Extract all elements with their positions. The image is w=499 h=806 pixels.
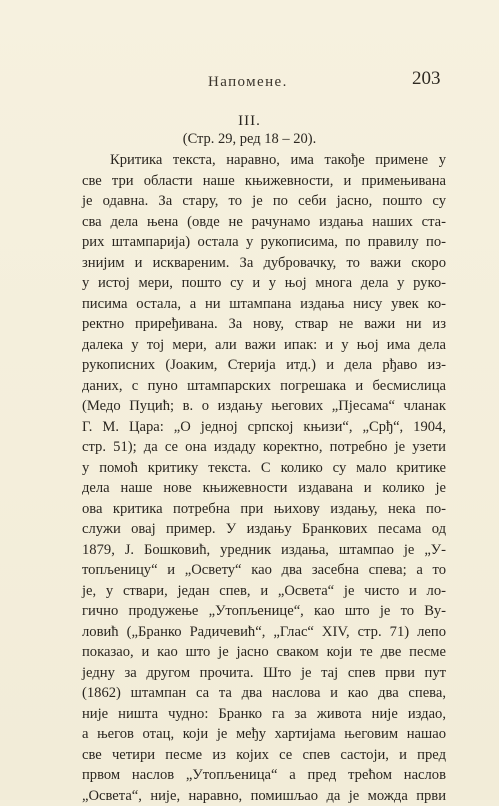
- text-line: Критика текста, наравно, има такође примене у: [82, 150, 446, 171]
- text-line: све четири песме из којих се спев састоји, и пред: [82, 745, 446, 766]
- text-line: даних, с пуно штампарских погрешака и бесмислица: [82, 376, 446, 397]
- section-reference: (Стр. 29, ред 18 – 20).: [0, 131, 499, 148]
- text-line: у истој мери, пошто су и у њој многа дела у руко-: [82, 273, 446, 294]
- running-title: Напомене.: [208, 74, 288, 91]
- text-line: првом наслов „Утопљеница“ а пред трећом наслов: [82, 765, 446, 786]
- text-line: „Освета“, није, наравно, помишљао да је можда први: [82, 786, 446, 806]
- text-line: (Медо Пуцић; в. о издању његових „Пјесама“ чланак: [82, 396, 446, 417]
- text-line: (1862) штампан са та два наслова и као два спева,: [82, 683, 446, 704]
- text-line: показао, и као што је јасно сваком који те две песме: [82, 642, 446, 663]
- text-line: у помоћ критику текста. С колико су мало критике: [82, 458, 446, 479]
- text-line: стр. 51); да се она издаду коректно, потребно је узети: [82, 437, 446, 458]
- text-line: сва дела њена (овде не рачунамо издања наших ста-: [82, 212, 446, 233]
- text-line: далека у тој мери, али важи ипак: и у њој има дела: [82, 335, 446, 356]
- text-line: све три области наше књижевности, и примењивана: [82, 171, 446, 192]
- text-line: ректно приређивана. За нову, ствар не важи ни из: [82, 314, 446, 335]
- text-line: писима остала, а ни штампана издања нису увек ко-: [82, 294, 446, 315]
- text-line: Г. М. Цара: „О једној српској књизи“, „Срђ“, 1904,: [82, 417, 446, 438]
- text-line: топљеницу“ и „Освету“ као два засебна спева; а то: [82, 560, 446, 581]
- page-number: 203: [412, 68, 441, 90]
- body-paragraph: [82, 150, 446, 806]
- text-line: а његов отац, који је међу хартијама његовим нашао: [82, 724, 446, 745]
- text-line: једну за другом прочита. Што је тај спев први пут: [82, 663, 446, 684]
- text-line: је одавна. За стару, то је по себи јасно, пошто су: [82, 191, 446, 212]
- section-number: III.: [0, 113, 499, 130]
- text-line: је, у ствари, један спев, и „Освета“ је чисто и ло-: [82, 581, 446, 602]
- text-line: рукописних (Јоаким, Стерија итд.) и дела рђаво из-: [82, 355, 446, 376]
- text-line: ова критика потребна при њихову издању, нека по-: [82, 499, 446, 520]
- text-line: служи овај пример. У издању Бранкових песама од: [82, 519, 446, 540]
- text-line: рих штампарија) остала у рукописима, по правилу по-: [82, 232, 446, 253]
- text-line: гично продужење „Утопљенице“, као што је то Ву-: [82, 601, 446, 622]
- text-line: није ништа чудно: Бранко га за живота није издао,: [82, 704, 446, 725]
- text-line: 1879, Ј. Бошковић, уредник издања, штампао је „У-: [82, 540, 446, 561]
- text-line: знијим и исквареним. За дубровачку, то важи скоро: [82, 253, 446, 274]
- text-line: дела наше нове књижевности издавана и колико је: [82, 478, 446, 499]
- text-line: ловић („Бранко Радичевић“, „Глас“ XIV, стр. 71) лепо: [82, 622, 446, 643]
